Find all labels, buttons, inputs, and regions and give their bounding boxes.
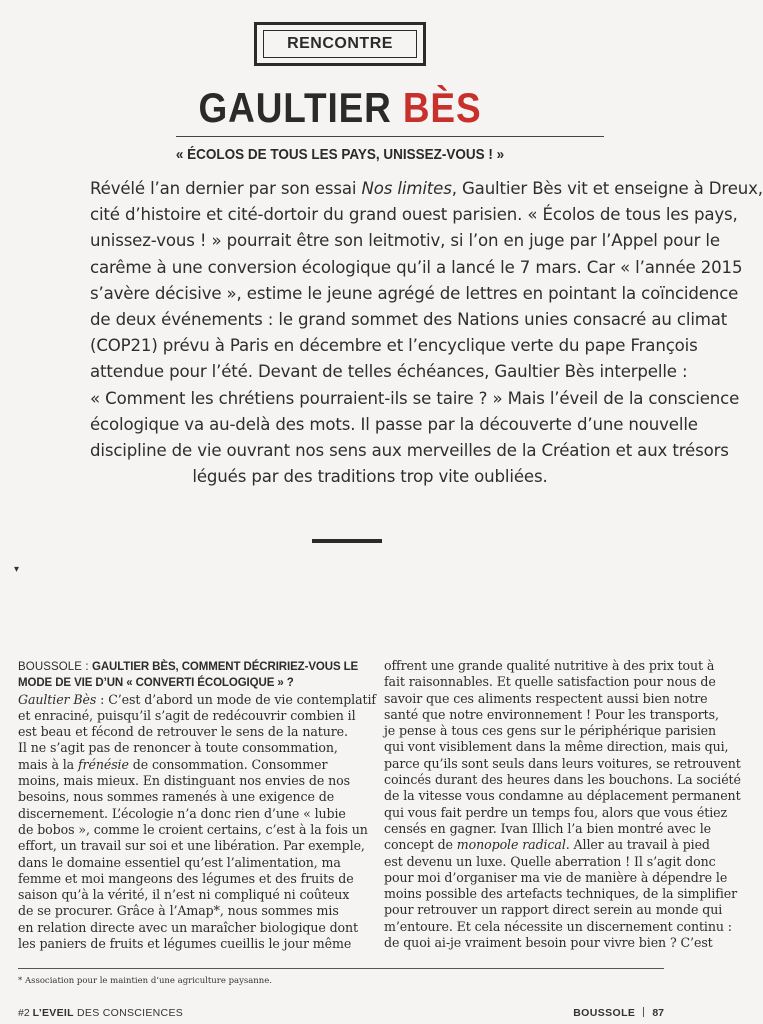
answer-line: est devenu un luxe. Quelle aberration ! Il s’agit donc <box>384 853 716 869</box>
footnote: * Association pour le maintien d’une agriculture paysanne. <box>18 976 272 986</box>
answer-line: dans le domaine essentiel qu’est l’alimentation, ma <box>18 854 341 870</box>
answer-line: les paniers de fruits et légumes cueillis le jour même <box>18 936 352 952</box>
question-line: BOUSSOLE : GAULTIER BÈS, COMMENT DÉCRIRIEZ-VOUS LE <box>18 661 359 673</box>
stray-mark: ▾ <box>14 564 20 575</box>
answer-line: santé que notre environnement ! Pour les transports, <box>384 706 719 722</box>
answer-line: fait raisonnables. Et quelle satisfaction pour nous de <box>384 674 716 690</box>
section-name: BOUSSOLE <box>573 1007 636 1019</box>
rubric-label: RENCONTRE <box>287 35 393 52</box>
answer-line: censés en gagner. Ivan Illich l’a bien montré avec le <box>384 820 712 836</box>
answer-line: saison qu’à la vérité, il n’est ni compliqué ni coûteux <box>18 887 350 903</box>
intro-line: cité d’histoire et cité-dortoir du grand ouest parisien. « Écolos de tous les pays, <box>90 205 738 225</box>
intro-line: discipline de vie ouvrant nos sens aux merveilles de la Création et aux trésors <box>90 441 729 461</box>
section-divider <box>312 539 382 543</box>
intro-line: unissez-vous ! » pourrait être son leitmotiv, si l’on en juge par l’Appel pour le <box>90 231 720 251</box>
interviewee-name <box>41 84 639 132</box>
name-first: GAULTIER <box>198 84 403 131</box>
magazine-name-bold: L’EVEIL <box>32 1007 74 1019</box>
answer-line: de la vitesse vous condamne au déplacement permanent <box>384 788 741 804</box>
answer-line: qui vous fait perdre un temps fou, alors que vous étiez <box>384 804 728 820</box>
footnote-rule <box>18 968 664 969</box>
intro-paragraph <box>90 176 763 490</box>
answer-line: Gaultier Bès : C’est d’abord un mode de vie contemplatif <box>18 691 376 707</box>
answer-line: pour retrouver un rapport direct serein au monde qui <box>384 902 723 918</box>
intro-line: (COP21) prévu à Paris en décembre et l’encyclique verte du pape François <box>90 336 698 356</box>
intro-line: attendue pour l’été. Devant de telles échéances, Gaultier Bès interpelle : <box>90 362 688 382</box>
intro-line: carême à une conversion écologique qu’il a lancé le 7 mars. Car « l’année 2015 <box>90 257 743 277</box>
answer-line: je pense à tous ces gens sur le périphérique parisien <box>384 723 717 739</box>
title-rule <box>176 136 604 137</box>
issue-number: #2 <box>18 1007 30 1019</box>
answer-line: et enraciné, puisqu’il s’agit de redécouvrir combien il <box>18 707 356 723</box>
answer-line: pour moi d’organiser ma vie de manière à dépendre le <box>384 869 728 885</box>
magazine-name-rest: DES CONSCIENCES <box>73 1007 184 1019</box>
answer-line: coincés durant des heures dans les bouchons. La société <box>384 772 741 788</box>
page-folio <box>573 1007 664 1019</box>
answer-line: de se procurer. Grâce à l’Amap*, nous sommes mis <box>18 903 339 919</box>
answer-line: femme et moi mangeons des légumes et des fruits de <box>18 870 354 886</box>
magazine-folio <box>18 1007 183 1019</box>
answer-line: moins possible des artefacts techniques, de la simplifier <box>384 886 738 902</box>
intro-line: s’avère décisive », estime le jeune agrégé de lettres en pointant la coïncidence <box>90 283 739 303</box>
answer-line: savoir que ces aliments respectent aussi bien notre <box>384 690 708 706</box>
answer-line: besoins, nous sommes ramenés à une exigence de <box>18 789 335 805</box>
answer-line: en relation directe avec un maraîcher biologique dont <box>18 919 359 935</box>
answer-line: parce qu’ils sont seuls dans leurs voitures, se retrouvent <box>384 755 741 771</box>
question-label: BOUSSOLE : <box>18 661 92 673</box>
answer-line: offrent une grande qualité nutritive à des prix tout à <box>384 658 715 673</box>
headline-quote: « ÉCOLOS DE TOUS LES PAYS, UNISSEZ-VOUS ! » <box>175 146 505 163</box>
answer-line: de quoi ai-je vraiment besoin pour vivre bien ? C’est <box>384 935 713 951</box>
answer-line: Il ne s’agit pas de renoncer à toute consommation, <box>18 740 338 756</box>
answer-line: effort, un travail sur soi et une libération. Par exemple, <box>18 838 365 854</box>
answer-line: moins, mais mieux. En distinguant nos envies de nos <box>18 773 350 789</box>
interview-column-right <box>364 658 741 951</box>
page-number: 87 <box>652 1007 664 1019</box>
interview-column-left <box>18 658 376 952</box>
question-line: MODE DE VIE D’UN « CONVERTI ÉCOLOGIQUE » ? <box>18 677 294 690</box>
answer-line: m’entoure. Et cela nécessite un discernement continu : <box>384 918 732 934</box>
intro-line: « Comment les chrétiens pourraient-ils se taire ? » Mais l’éveil de la conscience <box>90 388 740 408</box>
rubric-box <box>254 22 426 66</box>
book-title: Nos limites <box>361 179 452 198</box>
intro-line: Révélé l’an dernier par son essai Nos limites, Gaultier Bès vit et enseigne à Dreux, <box>90 179 763 198</box>
intro-line: écologique va au-delà des mots. Il passe par la découverte d’une nouvelle <box>90 414 698 434</box>
answer-line: de bobos », comme le croient certains, c’est à la fois un <box>18 821 368 837</box>
name-last: BÈS <box>402 84 482 131</box>
answer-line: mais à la frénésie de consommation. Consommer <box>18 756 328 772</box>
intro-line: légués par des traditions trop vite oubliées. <box>192 467 548 487</box>
answer-line: discernement. L’écologie n’a donc rien d’une « lubie <box>18 805 346 821</box>
answer-line: concept de monopole radical. Aller au travail à pied <box>384 837 710 853</box>
answer-label: Gaultier Bès <box>18 691 97 707</box>
answer-line: est beau et fécond de retrouver le sens de la nature. <box>18 724 348 740</box>
answer-line: qui vont visiblement dans la même direction, mais qui, <box>384 739 729 755</box>
folio-separator <box>643 1007 644 1017</box>
intro-line: de deux événements : le grand sommet des Nations unies consacré au climat <box>90 310 728 330</box>
